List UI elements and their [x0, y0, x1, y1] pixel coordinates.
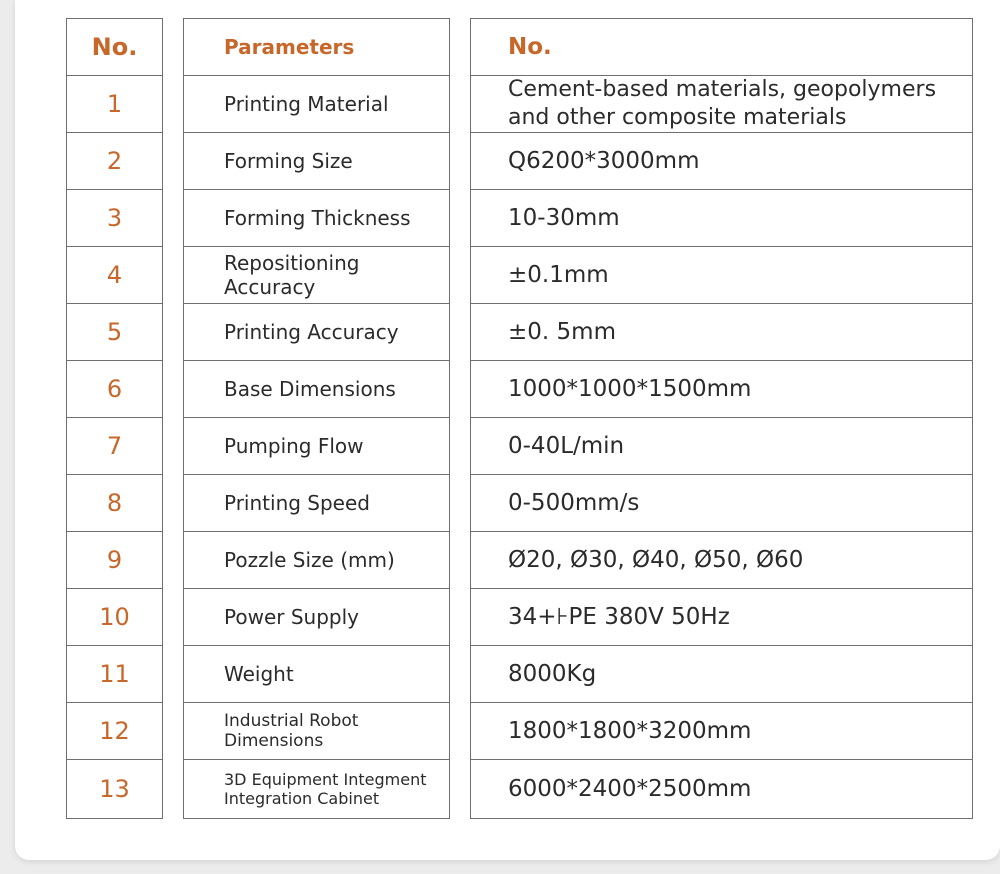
- row-number: 3: [67, 190, 162, 247]
- parameter-value: ±0.1mm: [471, 247, 972, 304]
- value-line: and other composite materials: [508, 105, 847, 130]
- row-number: 13: [99, 775, 130, 803]
- header-parameters: Parameters: [184, 19, 449, 76]
- row-number: 9: [67, 532, 162, 589]
- parameter-value: 0-500mm/s: [471, 475, 972, 532]
- parameter-name: Power Supply: [184, 589, 449, 646]
- row-number: 4: [67, 247, 162, 304]
- parameter-value: 8000Kg: [471, 646, 972, 703]
- row-number: 2: [67, 133, 162, 190]
- parameters-column: [183, 18, 450, 819]
- parameter-name: Repositioning Accuracy: [184, 247, 449, 304]
- row-number: 8: [67, 475, 162, 532]
- parameter-name: Industrial Robot Dimensions: [184, 703, 449, 760]
- parameter-name: Forming Thickness: [184, 190, 449, 247]
- parameter-name: Weight: [184, 646, 449, 703]
- row-number: 12: [67, 703, 162, 760]
- parameter-value: 34+⊦PE 380V 50Hz: [471, 589, 972, 646]
- parameter-value: ±0. 5mm: [471, 304, 972, 361]
- row-number: 1: [67, 76, 162, 133]
- parameter-name: Base Dimensions: [184, 361, 449, 418]
- parameter-value: Q6200*3000mm: [471, 133, 972, 190]
- parameter-name: Pumping Flow: [184, 418, 449, 475]
- parameter-value: 10-30mm: [471, 190, 972, 247]
- header-no: No.: [67, 19, 162, 76]
- parameter-value-multiline: [471, 76, 972, 133]
- number-column: [66, 18, 163, 819]
- spec-card: [15, 0, 1000, 860]
- parameter-value: 6000*2400*2500mm: [508, 776, 752, 802]
- parameter-text: [224, 770, 427, 808]
- parameter-name-multiline: [184, 760, 449, 818]
- parameter-name: Printing Material: [184, 76, 449, 133]
- row-number: 6: [67, 361, 162, 418]
- parameter-value: 1800*1800*3200mm: [471, 703, 972, 760]
- parameter-name: Forming Size: [184, 133, 449, 190]
- parameter-value: 0-40L/min: [471, 418, 972, 475]
- parameter-value: 1000*1000*1500mm: [471, 361, 972, 418]
- value-text: [508, 76, 936, 132]
- parameter-name: Printing Speed: [184, 475, 449, 532]
- values-column: [470, 18, 973, 819]
- value-line: Cement-based materials, geopolymers: [508, 77, 937, 102]
- row-number: 10: [67, 589, 162, 646]
- parameter-line: Integration Cabinet: [224, 789, 380, 808]
- row-number: 11: [67, 646, 162, 703]
- header-value: No.: [471, 19, 972, 76]
- parameter-value: Ø20, Ø30, Ø40, Ø50, Ø60: [471, 532, 972, 589]
- parameter-name: Printing Accuracy: [184, 304, 449, 361]
- row-number: 7: [67, 418, 162, 475]
- parameter-line: 3D Equipment Integment: [224, 770, 427, 789]
- row-number: 5: [67, 304, 162, 361]
- parameter-name: Pozzle Size (mm): [184, 532, 449, 589]
